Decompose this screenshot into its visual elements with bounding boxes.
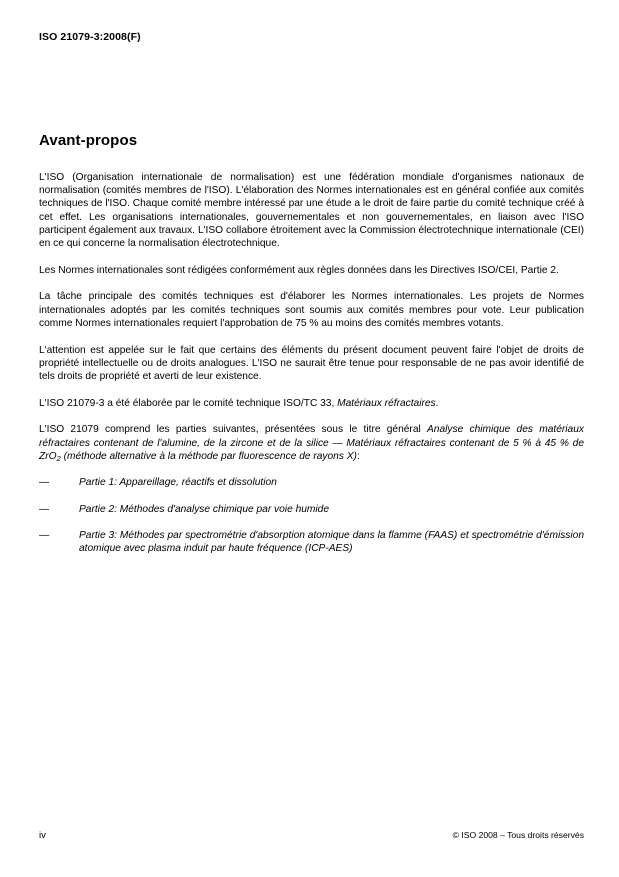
zro2-subscript: 2	[56, 453, 61, 463]
paragraph-parts-intro	[39, 423, 584, 463]
list-item	[39, 529, 584, 555]
attribution-title-italic: Matériaux réfractaires	[337, 397, 436, 409]
page-number: iv	[39, 830, 46, 841]
copyright-notice: © ISO 2008 – Tous droits réservés	[452, 830, 584, 840]
em-dash-bullet-icon: —	[39, 529, 50, 541]
parts-list	[39, 476, 584, 555]
list-item-label: Partie 1: Appareillage, réactifs et dissolution	[79, 477, 277, 489]
parts-intro-text: L'ISO 21079 comprend les parties suivantes, présentées sous le titre général	[39, 424, 428, 436]
paragraph-technical-committees: La tâche principale des comités techniques est d'élaborer les Normes internationales. Les projets de Normes internationales adoptés par les comités techniques sont soumis aux comités membres pour vote. Leur publication comme Normes internationales requiert l'approbation de 75 % au moins des comités membres votants.	[39, 291, 584, 329]
general-title-italic-part-b: (méthode alternative à la méthode par fluorescence de rayons X)	[60, 450, 357, 462]
attribution-text: L'ISO 21079-3 a été élaborée par le comité technique ISO/TC 33,	[39, 397, 338, 409]
general-title-italic-part-a: Analyse chimique des matériaux réfractaires contenant de l'alumine, de la zircone et de la silice — Matériaux réfractaires contenant de 5 % à 45 % de ZrO	[39, 424, 584, 462]
list-item	[39, 476, 584, 489]
document-header: ISO 21079-3:2008(F)	[39, 31, 141, 43]
list-item	[39, 503, 584, 516]
em-dash-bullet-icon: —	[39, 477, 50, 489]
parts-intro-colon: :	[356, 450, 360, 462]
attribution-period: .	[435, 397, 439, 409]
em-dash-bullet-icon: —	[39, 503, 50, 515]
page-title: Avant-propos	[39, 132, 138, 149]
paragraph-directives: Les Normes internationales sont rédigées conformément aux règles données dans les Directives ISO/CEI, Partie 2.	[39, 264, 559, 276]
document-body	[39, 132, 584, 568]
paragraph-committee-attribution	[39, 397, 584, 410]
list-item-label: Partie 2: Méthodes d'analyse chimique par voie humide	[79, 503, 329, 515]
list-item-label: Partie 3: Méthodes par spectrométrie d'absorption atomique dans la flamme (FAAS) et spectrométrie d'émission atomique avec plasma induit par haute fréquence (ICP-AES)	[79, 529, 584, 555]
paragraph-patent-rights: L'attention est appelée sur le fait que certains des éléments du présent document peuvent faire l'objet de droits de propriété intellectuelle ou de droits analogues. L'ISO ne saurait être tenue pour responsable de ne pas avoir identifié de tels droits de propriété et averti de leur existence.	[39, 344, 584, 382]
paragraph-iso-definition: L'ISO (Organisation internationale de normalisation) est une fédération mondiale d'organismes nationaux de normalisation (comités membres de l'ISO). L'élaboration des Normes internationales est en général confiée aux comités techniques de l'ISO. Chaque comité membre intéressé par une étude a le droit de faire partie du comité technique créé à cet effet. Les organisations internationales, gouvernementales et non gouvernementales, en liaison avec l'ISO participent également aux travaux. L'ISO collabore étroitement avec la Commission électrotechnique internationale (CEI) en ce qui concerne la normalisation électrotechnique.	[39, 172, 584, 250]
document-footer	[39, 830, 584, 841]
